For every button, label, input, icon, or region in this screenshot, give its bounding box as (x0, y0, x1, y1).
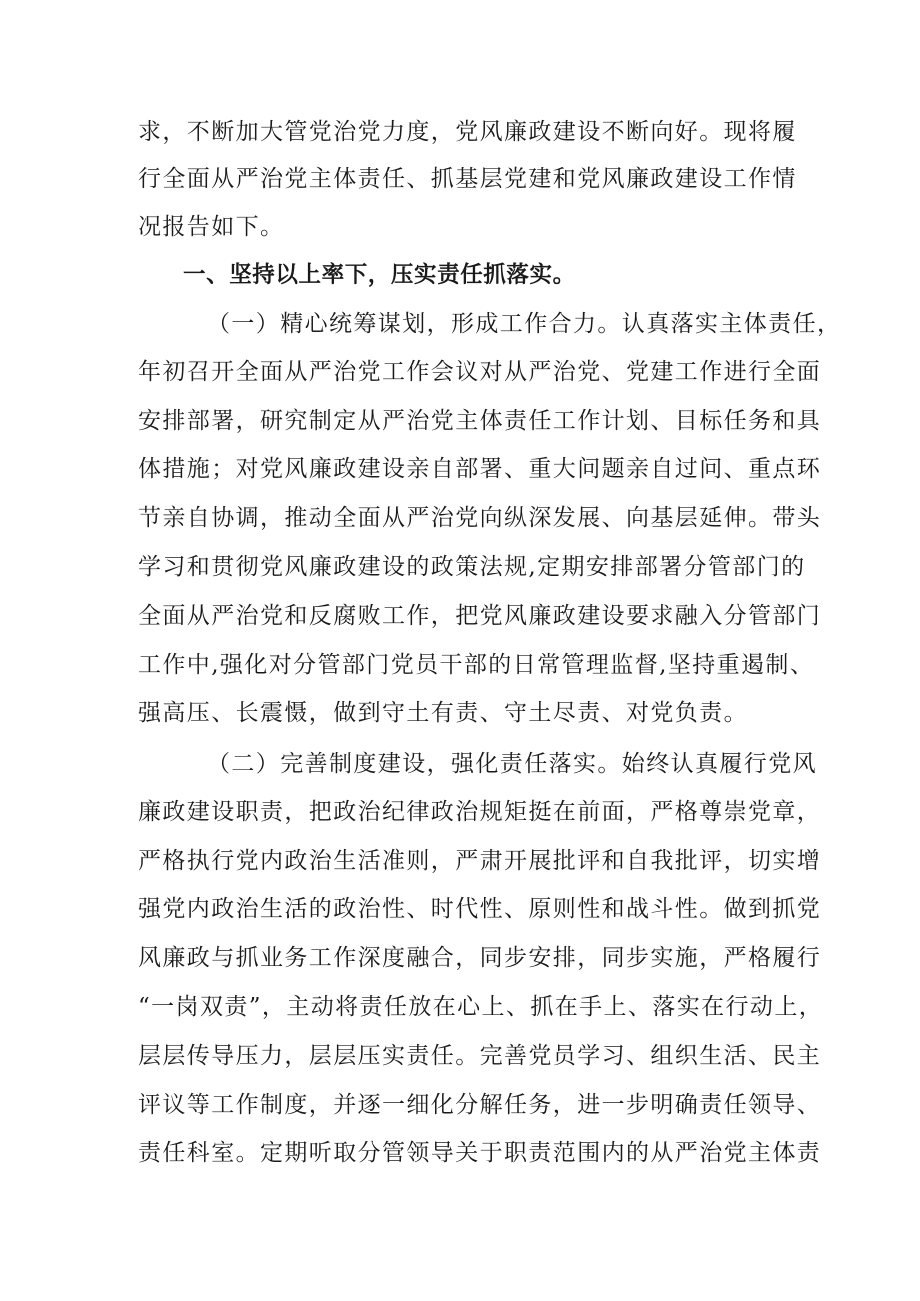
paragraph-2-line: 评议等工作制度，并逐一细化分解任务，进一步明确责任领导、 (138, 1092, 822, 1118)
intro-line: 求，不断加大管党治党力度，党风廉政建设不断向好。现将履 (138, 119, 797, 145)
paragraph-2-line: 层层传导压力，层层压实责任。完善党员学习、组织生活、民主 (138, 1043, 822, 1069)
paragraph-1-line: 年初召开全面从严治党工作会议对从严治党、党建工作进行全面 (138, 359, 822, 385)
paragraph-2-line: 责任科室。定期听取分管领导关于职责范围内的从严治党主体责 (138, 1140, 822, 1166)
paragraph-2-line: 严格执行党内政治生活准则，严肃开展批评和自我批评，切实增 (138, 848, 822, 874)
paragraph-1-line: 节亲自协调，推动全面从严治党向纵深发展、向基层延伸。带头 (138, 505, 822, 531)
paragraph-2-line: 风廉政与抓业务工作深度融合，同步安排，同步实施，严格履行 (138, 945, 822, 971)
paragraph-1-line: 强高压、长震慑，做到守土有责、守土尽责、对党负责。 (138, 700, 748, 726)
paragraph-1-line: 安排部署，研究制定从严治党主体责任工作计划、目标任务和具 (138, 408, 822, 434)
paragraph-1-line: 学习和贯彻党风廉政建设的政策法规,定期安排部署分管部门的 (138, 554, 806, 580)
paragraph-2-line: “一岗双责”，主动将责任放在心上、抓在手上、落实在行动上， (138, 994, 824, 1020)
paragraph-2-line: 廉政建设职责，把政治纪律政治规矩挺在前面，严格尊崇党章， (138, 799, 822, 825)
paragraph-2-line: 强党内政治生活的政治性、时代性、原则性和战斗性。做到抓党 (138, 896, 822, 922)
paragraph-1-line: （一）精心统筹谋划，形成工作合力。认真落实主体责任， (207, 311, 842, 337)
paragraph-2-line: （二）完善制度建设，强化责任落实。始终认真履行党风 (207, 751, 817, 777)
paragraph-1-line: 工作中,强化对分管部门党员干部的日常管理监督,坚持重遏制、 (138, 652, 815, 678)
intro-line: 行全面从严治党主体责任、抓基层党建和党风廉政建设工作情 (138, 166, 797, 192)
paragraph-1-line: 体措施；对党风廉政建设亲自部署、重大问题亲自过问、重点环 (138, 456, 822, 482)
paragraph-1-line: 全面从严治党和反腐败工作，把党风廉政建设要求融入分管部门 (138, 603, 822, 629)
intro-line: 况报告如下。 (138, 214, 285, 240)
section-heading: 一、坚持以上率下，压实责任抓落实。 (183, 262, 576, 288)
